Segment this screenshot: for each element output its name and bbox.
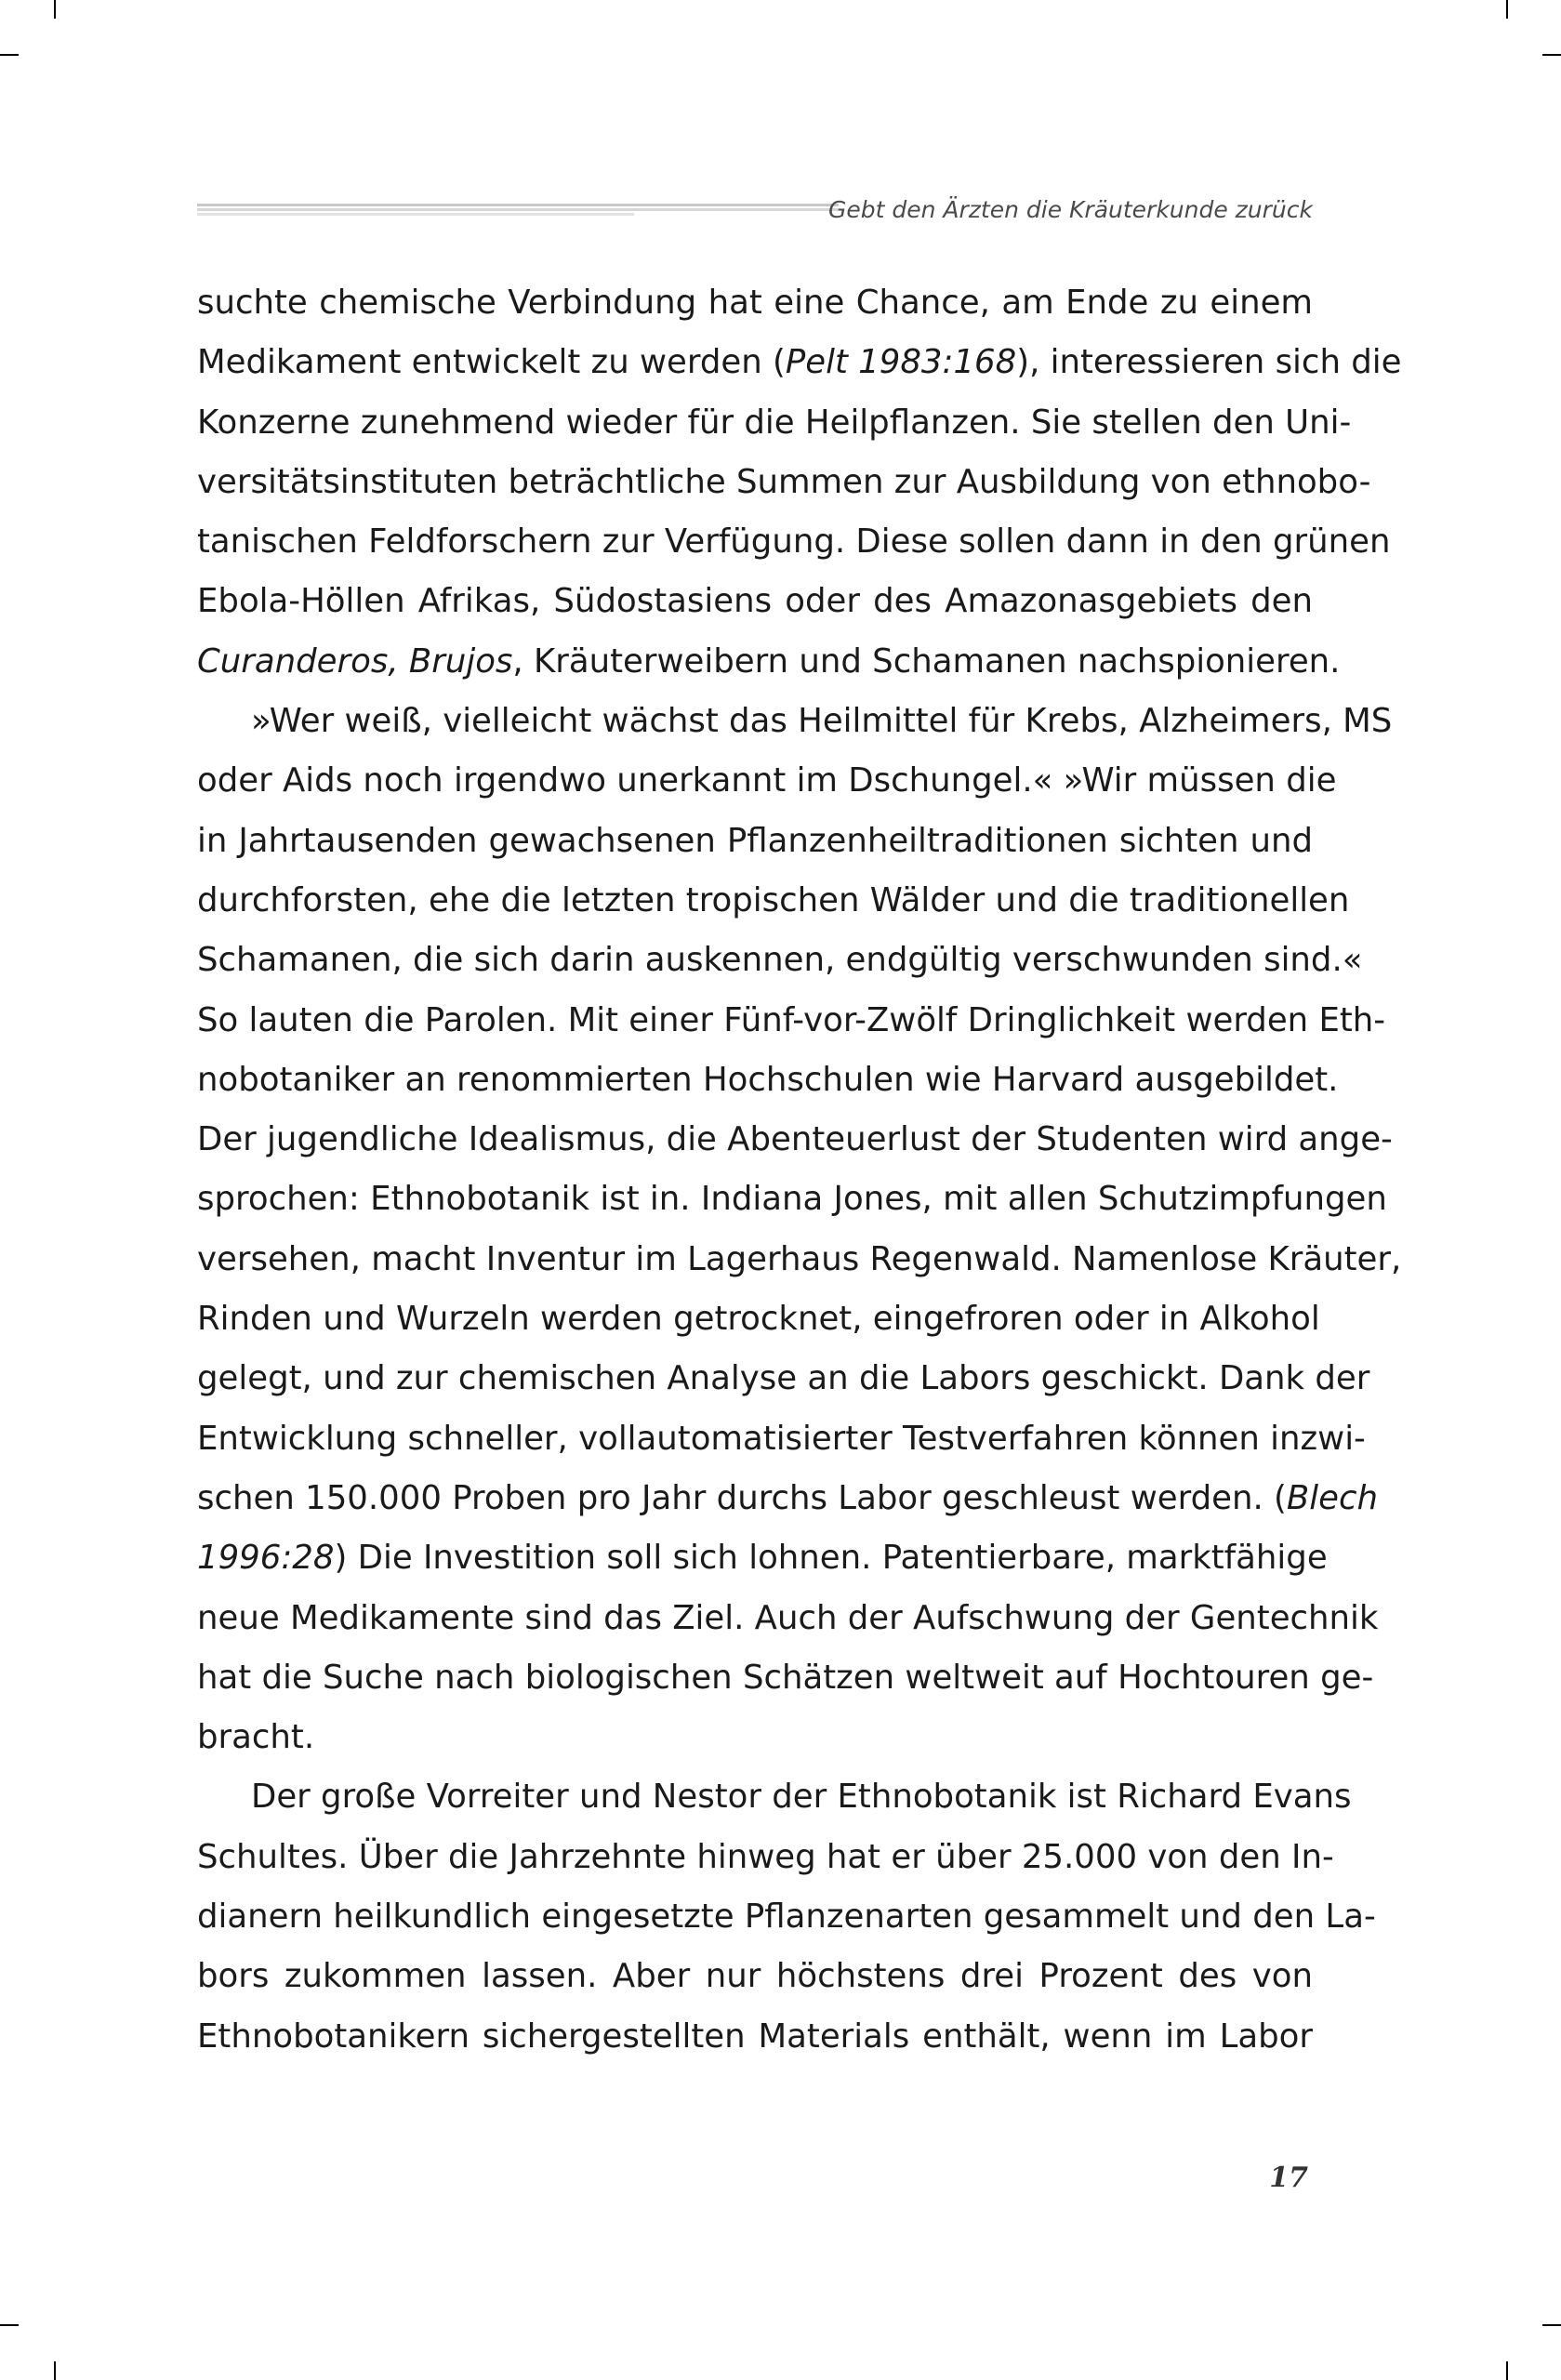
text-line [197,1648,1374,1708]
text-line [197,931,1363,990]
text-line [197,1947,1313,2006]
crop-mark-bottom-right-vertical [1506,2361,1508,2380]
text-line [197,1708,1313,1767]
text-line [197,1469,1378,1528]
text-segment: Konzerne zunehmend wieder für die Heilpflanzen. Sie stellen den Uni- [197,403,1352,442]
text-line [197,812,1313,871]
text-line [197,512,1391,572]
crop-mark-bottom-left-horizontal [0,2324,19,2326]
text-line [197,572,1313,631]
text-segment: bracht. [197,1718,315,1757]
header-rule [197,208,839,211]
text-line [197,1170,1387,1229]
text-line [197,1110,1393,1170]
crop-mark-top-left-horizontal [0,54,19,56]
text-line [197,2007,1313,2067]
text-line [197,1828,1334,1887]
text-line [197,1289,1320,1349]
text-segment: bors zukommen lassen. Aber nur höchstens drei Prozent des von [197,1957,1313,1996]
text-segment: »Wer weiß, vielleicht wächst das Heilmittel für Krebs, Alzheimers, MS [251,702,1393,741]
text-line [197,393,1352,453]
header-rule-lines [197,204,839,217]
running-title: Gebt den Ärzten die Kräuterkunde zurück [827,196,1313,223]
text-line [197,871,1350,931]
text-segment: tanischen Feldforschern zur Verfügung. Diese sollen dann in den grünen [197,522,1391,562]
body-text [197,273,1402,2067]
text-line [197,1349,1370,1408]
crop-mark-top-left-vertical [54,0,56,19]
text-line [197,1230,1402,1289]
text-segment: ) Die Investition soll sich lohnen. Patentierbare, marktfähige [334,1539,1328,1578]
text-segment: Entwicklung schneller, vollautomatisierter Testverfahren können inzwi- [197,1419,1366,1458]
text-segment: Schultes. Über die Jahrzehnte hinweg hat er über 25.000 von den In- [197,1837,1334,1876]
text-line [197,1051,1339,1110]
text-segment: Schamanen, die sich darin auskennen, endgültig verschwunden sind.« [197,941,1363,980]
text-segment: So lauten die Parolen. Mit einer Fünf-vor-Zwölf Dringlichkeit werden Eth- [197,1000,1386,1039]
text-segment: durchforsten, ehe die letzten tropischen Wälder und die traditionellen [197,880,1350,919]
text-segment: in Jahrtausenden gewachsenen Pflanzenheiltraditionen sichten und [197,821,1313,860]
text-segment: versehen, macht Inventur im Lagerhaus Regenwald. Namenlose Kräuter, [197,1239,1402,1278]
text-segment: suchte chemische Verbindung hat eine Chance, am Ende zu einem [197,284,1313,322]
italic-citation: Curanderos, Brujos [197,641,513,681]
text-segment: ), interessieren sich die [1016,343,1402,382]
text-line [197,1767,1352,1827]
text-segment: nobotaniker an renommierten Hochschulen wie Harvard ausgebildet. [197,1060,1339,1099]
text-line [197,991,1386,1051]
running-header [197,191,1313,228]
italic-citation: Pelt 1983:168 [785,343,1017,382]
header-rule [197,213,634,216]
text-segment: Rinden und Wurzeln werden getrocknet, eingefroren oder in Alkohol [197,1300,1320,1339]
text-segment: dianern heilkundlich eingesetzte Pflanzenarten gesammelt und den La- [197,1897,1376,1937]
text-line [197,1528,1328,1588]
italic-citation: 1996:28 [197,1539,335,1578]
crop-mark-top-right-horizontal [1542,54,1561,56]
text-line [197,1887,1376,1947]
text-line [197,333,1402,392]
crop-mark-bottom-right-horizontal [1542,2324,1561,2326]
italic-citation: Blech [1286,1478,1378,1517]
text-segment: Ebola-Höllen Afrikas, Südostasiens oder des Amazonasgebiets den [197,582,1313,621]
crop-mark-bottom-left-vertical [54,2361,56,2380]
page-number: 17 [1269,2162,1308,2194]
text-line [197,1409,1366,1469]
header-rule [197,204,839,206]
text-line [197,273,1313,333]
text-segment: versitätsinstituten beträchtliche Summen zur Ausbildung von ethnobo- [197,462,1371,501]
text-line [197,1589,1379,1648]
text-segment: schen 150.000 Proben pro Jahr durchs Labor geschleust werden. ( [197,1478,1287,1517]
text-segment: Der große Vorreiter und Nestor der Ethnobotanik ist Richard Evans [251,1778,1352,1817]
text-segment: sprochen: Ethnobotanik ist in. Indiana Jones, mit allen Schutzimpfungen [197,1180,1387,1219]
text-line [197,632,1341,692]
text-segment: gelegt, und zur chemischen Analyse an die Labors geschickt. Dank der [197,1359,1370,1398]
text-segment: Ethnobotanikern sichergestellten Materials enthält, wenn im Labor [197,2016,1313,2056]
text-segment: hat die Suche nach biologischen Schätzen weltweit auf Hochtouren ge- [197,1658,1374,1697]
text-segment: Der jugendliche Idealismus, die Abenteuerlust der Studenten wird ange- [197,1120,1393,1159]
crop-mark-top-right-vertical [1506,0,1508,19]
text-segment: oder Aids noch irgendwo unerkannt im Dschungel.« »Wir müssen die [197,761,1337,800]
text-segment: neue Medikamente sind das Ziel. Auch der Aufschwung der Gentechnik [197,1598,1379,1637]
text-line [197,751,1337,811]
text-line [197,692,1393,751]
text-segment: Medikament entwickelt zu werden ( [197,343,786,382]
text-line [197,453,1371,512]
text-segment: , Kräuterweibern und Schamanen nachspionieren. [512,641,1341,681]
